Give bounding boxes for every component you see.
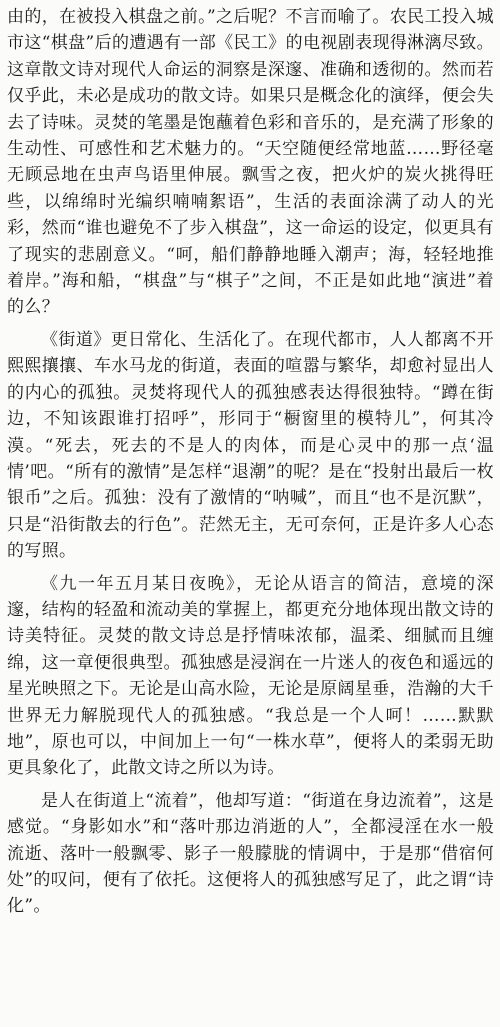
paragraph-3: 《九一年五月某日夜晚》，无论从语言的简洁，意境的深邃，结构的轻盈和流动美的掌握上，都更充分地体现出散文诗的诗美特征。灵焚的散文诗总是抒情味浓郁，温柔、细腻而且缠绵，这一章便很典型。孤独感是浸润在一片迷人的夜色和遥远的星光映照之下。无论是山高水险，无论是原阔星垂，浩瀚的大千世界无力解脱现代人的孤独感。“我总是一个人呵！……默默地”，原也可以，中间加上一句“一株水草”，便将人的柔弱无助更具象化了，此散文诗之所以为诗。 [7, 573, 494, 779]
paragraph-1: 由的，在被投入棋盘之前。”之后呢？不言而喻了。农民工投入城市这“棋盘”后的遭遇有一部《民工》的电视剧表现得淋漓尽致。这章散文诗对现代人命运的洞察是深邃、准确和透彻的。然而若仅乎此，未必是成功的散文诗。如果只是概念化的演绎，便会失去了诗味。灵焚的笔墨是饱蘸着色彩和音乐的，是充满了形象的生动性、可感性和艺术魅力的。“天空随便经常地蓝……野径毫无顾忌地在虫声鸟语里伸展。飘雪之夜，把火炉的炭火挑得旺些，以绵绵时光编织喃喃絮语”，生活的表面涂满了动人的光彩，然而“谁也避免不了步入棋盘”，这一命运的设定，似更具有了现实的悲剧意义。“呵，船们静静地睡入潮声；海，轻轻地推着岸。”海和船，“棋盘”与“棋子”之间，不正是如此地“演进”着的么？ [7, 7, 494, 318]
paragraph-4: 是人在街道上“流着”，他却写道：“街道在身边流着”，这是感觉。“身影如水”和“落叶那边消逝的人”，全都浸淫在水一般流逝、落叶一般飘零、影子一般朦胧的情调中，于是那“借宿何处”的叹问，便有了依托。这便将人的孤独感写足了，此之谓“诗化”。 [7, 790, 494, 917]
paragraph-2: 《街道》更日常化、生活化了。在现代都市，人人都离不开熙熙攘攘、车水马龙的街道，表面的喧嚣与繁华，却愈衬显出人的内心的孤独。灵焚将现代人的孤独感表达得很独特。“蹲在街边，不知该跟谁打招呼”，形同于“橱窗里的模特儿”，何其冷漠。“死去，死去的不是人的肉体，而是心灵中的那一点‘温情’吧。“所有的激情”是怎样“退潮”的呢？是在“投射出最后一枚银币”之后。孤独：没有了激情的“呐喊”，而且“也不是沉默”，只是“沿街散去的行色”。茫然无主，无可奈何，正是许多人心态的写照。 [7, 329, 494, 562]
